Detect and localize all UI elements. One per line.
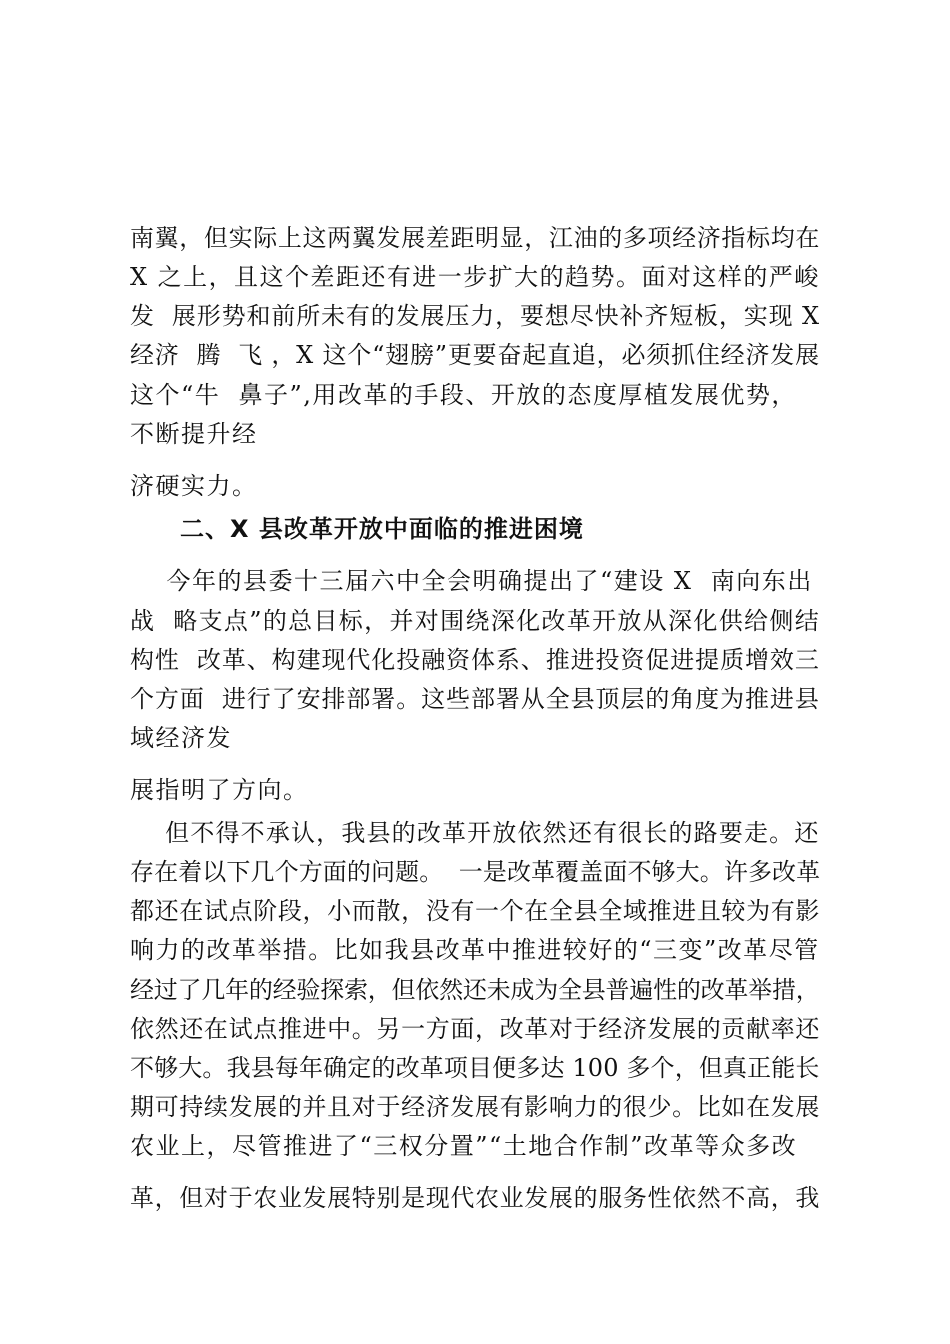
paragraph-line: 这个“牛 鼻子”,用改革的手段、开放的态度厚植发展优势， [130,381,797,409]
paragraph-line: 存在着以下几个方面的问题。 一是改革覆盖面不够大。许多改革 [130,858,821,886]
paragraph-line: 期可持续发展的并且对于经济发展有影响力的很少。比如在发展 [130,1093,820,1121]
paragraph-line: 南翼，但实际上这两翼发展差距明显，江油的多项经济指标均在 [130,224,820,252]
paragraph-line: 济硬实力。 [130,472,258,500]
paragraph-line: 但不得不承认，我县的改革开放依然还有很长的路要走。还 [130,819,820,847]
paragraph-line: 经过了几年的经验探索，但依然还未成为全县普遍性的改革举措， [130,976,820,1004]
paragraph-line: 个方面 进行了安排部署。这些部署从全县顶层的角度为推进县 [130,685,820,713]
paragraph-line: 农业上，尽管推进了“三权分置”“土地合作制”改革等众多改 [130,1132,798,1160]
section-heading: 二、X 县改革开放中面临的推进困境 [180,515,584,543]
paragraph-line: 革，但对于农业发展特别是现代农业发展的服务性依然不高，我 [130,1184,820,1212]
paragraph-line: 响力的改革举措。比如我县改革中推进较好的“三变”改革尽管 [130,936,820,964]
paragraph-line: X 之上，且这个差距还有进一步扩大的趋势。面对这样的严峻 [130,263,820,291]
paragraph-line: 不断提升经 [130,420,258,448]
paragraph-line: 展指明了方向。 [130,776,309,804]
paragraph-line: 都还在试点阶段，小而散，没有一个在全县全域推进且较为有影 [130,897,820,925]
paragraph-line: 发 展形势和前所未有的发展压力，要想尽快补齐短板，实现 X [130,302,820,330]
paragraph-line: 战 略支点”的总目标，并对围绕深化改革开放从深化供给侧结 [130,607,821,635]
paragraph-line: 域经济发 [130,724,232,752]
paragraph-line: 构性 改革、构建现代化投融资体系、推进投资促进提质增效三 [130,646,820,674]
paragraph-line: 经济 腾 飞 ，X 这个“翅膀”更要奋起直追，必须抓住经济发展 [130,341,820,369]
paragraph-line: 依然还在试点推进中。另一方面，改革对于经济发展的贡献率还 [130,1015,820,1043]
paragraph-line: 今年的县委十三届六中全会明确提出了“建设 X 南向东出 [130,567,813,595]
paragraph-line: 不够大。我县每年确定的改革项目便多达 100 多个，但真正能长 [130,1054,820,1082]
